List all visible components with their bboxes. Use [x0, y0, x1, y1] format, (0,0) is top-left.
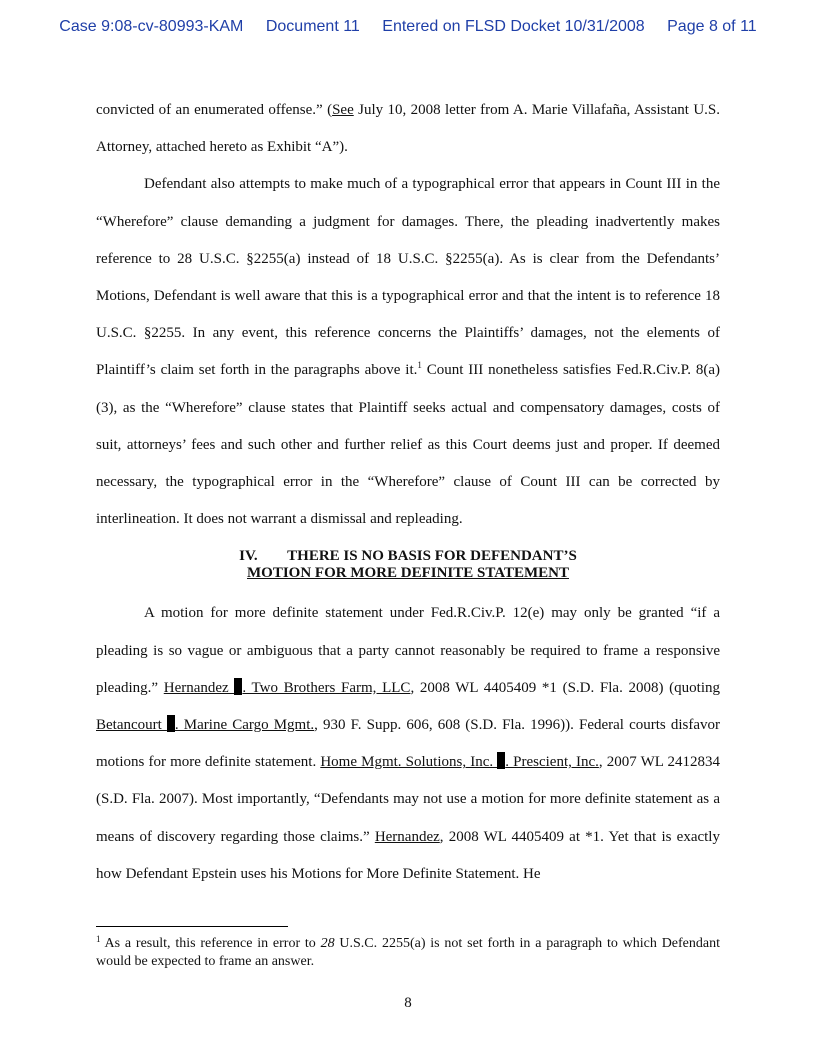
docket-entry: Entered on FLSD Docket 10/31/2008 [382, 18, 645, 35]
section-heading [96, 548, 720, 582]
paragraph-continued: convicted of an enumerated offense.” (See July 10, 2008 letter from A. Marie Villafaña, Assistant U.S. Attorney, attached hereto as Exhibit “A”). [96, 102, 720, 156]
citation-signal: See [332, 102, 354, 118]
footnote-reference: 1 [417, 360, 422, 371]
document-body [96, 92, 720, 893]
case-citation-hernandez: Hernandez . Two Brothers Farm, LLC [163, 679, 411, 696]
document-number: Document 11 [265, 18, 360, 35]
paragraph-typographical-error: Defendant also attempts to make much of a typographical error that appears in Count III in the “Wherefore” clause demanding a judgment for damages. There, the pleading inadvertently makes reference to 28 U.S.C. §2255(a) instead of 18 U.S.C. §2255(a). As is clear from the Defendants’ Motions, Defendant is well aware that this is a typographical error and that the intent is to reference 18 U.S.C. §2255. In any event, this reference concerns the Plaintiffs’ damages, not the elements of Plaintiff’s claim set forth in the paragraphs above it.$^1$ Count III nonetheless satisfies Fed.R.Civ.P. 8(a)(3), as the “Wherefore” clause states that Plaintiff seeks actual and compensatory damages, costs of suit, attorneys’ fees and such other and further relief as this Court deems just and proper. If deemed necessary, the typographical error in the “Wherefore” clause of Count III can be corrected by interlineation. It does not warrant a dismissal and repleading. [96, 176, 721, 528]
case-number: Case 9:08-cv-80993-KAM [59, 18, 244, 35]
docket-header [0, 18, 816, 36]
section-number: IV. [239, 548, 258, 565]
case-citation-betancourt: Betancourt . Marine Cargo Mgmt. [96, 717, 315, 734]
page-count: Page 8 of 11 [667, 18, 757, 35]
redaction-block [167, 715, 175, 732]
footnote-mark: 1 [96, 934, 101, 944]
paragraph-definite-statement: A motion for more definite statement under Fed.R.Civ.P. 12(e) may only be granted “if a pleading is so vague or ambiguous that a party cannot reasonably be required to frame a responsive pleading.” Hernandez . Two Brothers Farm, LLC, 2008 WL 4405409 *1 (S.D. Fla. 2008) (quoting Betancourt . Marine Cargo Mgmt., 930 F. Supp. 606, 608 (S.D. Fla. 1996)). Federal courts disfavor motions for more definite statement. Home Mgmt. Solutions, Inc. . Prescient, Inc., 2007 WL 2412834 (S.D. Fla. 2007). Most importantly, “Defendants may not use a motion for more definite statement as a means of discovery regarding those claims.” Hernandez, 2008 WL 4405409 at *1. Yet that is exactly how Defendant Epstein uses his Motions for More Definite Statement. He [96, 605, 721, 882]
footnote: $^1$ As a result, this reference in error to 28 U.S.C. 2255(a) is not set forth in a paragraph to which Defendant would be expected to frame an answer. [96, 934, 720, 969]
case-citation-home-mgmt: Home Mgmt. Solutions, Inc. . Prescient, Inc. [320, 754, 599, 771]
page-number: 8 [404, 995, 412, 1011]
case-citation-hernandez-short: Hernandez [374, 828, 440, 845]
heading-line-2: MOTION FOR MORE DEFINITE STATEMENT [247, 565, 569, 582]
footnote-divider [96, 926, 288, 927]
heading-line-1: THERE IS NO BASIS FOR DEFENDANT’S [287, 548, 577, 565]
